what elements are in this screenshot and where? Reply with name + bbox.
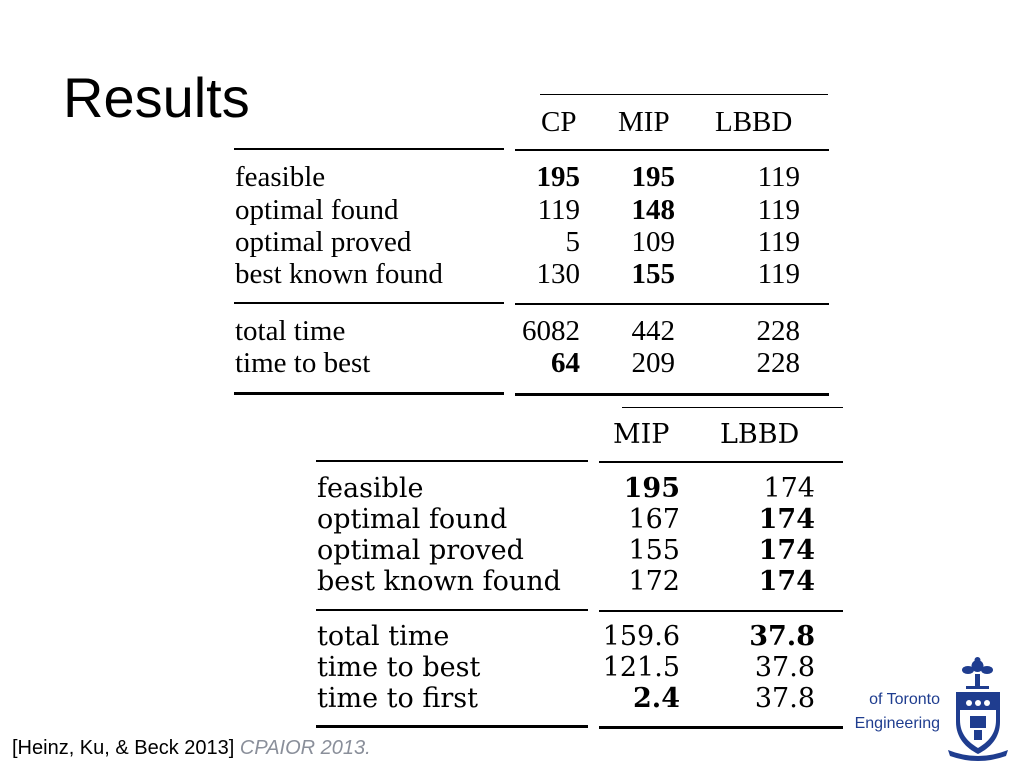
row-label: feasible — [317, 473, 424, 504]
cell-lbbd: 174 — [758, 566, 815, 597]
row-label: best known found — [235, 258, 443, 290]
cell-lbbd: 119 — [757, 194, 800, 226]
column-header-lbbd: LBBD — [720, 419, 800, 450]
column-header-mip: MIP — [613, 419, 670, 450]
cell-mip: 172 — [628, 566, 680, 597]
header-rule-left — [234, 148, 504, 150]
cell-lbbd: 37.8 — [754, 683, 815, 714]
row-label: optimal found — [317, 504, 508, 535]
cell-mip: 148 — [631, 194, 675, 226]
column-header-cp: CP — [541, 106, 577, 138]
section-rule-left — [316, 609, 588, 611]
cell-lbbd: 119 — [757, 161, 800, 193]
slide-title: Results — [63, 66, 250, 129]
column-header-lbbd: LBBD — [715, 106, 793, 138]
row-label: optimal proved — [235, 226, 412, 258]
footer-institution-line1: of Toronto — [869, 691, 940, 708]
cell-lbbd: 37.8 — [749, 621, 815, 652]
cell-lbbd: 228 — [756, 347, 800, 379]
cell-lbbd: 119 — [757, 258, 800, 290]
row-label: best known found — [317, 566, 561, 597]
row-label: optimal found — [235, 194, 399, 226]
cell-lbbd: 119 — [757, 226, 800, 258]
citation — [12, 735, 371, 761]
row-label: total time — [235, 315, 346, 347]
section-rule-left — [234, 302, 504, 304]
row-label: time to best — [317, 652, 481, 683]
table-top-rule — [540, 94, 828, 95]
cell-mip: 195 — [631, 161, 675, 193]
cell-mip: 121.5 — [602, 652, 680, 683]
cell-cp: 5 — [565, 226, 580, 258]
section-rule-right — [599, 610, 843, 612]
cell-mip: 109 — [631, 226, 675, 258]
cell-mip: 209 — [631, 347, 675, 379]
table-top-rule — [622, 407, 843, 408]
row-label: time to best — [235, 347, 371, 379]
section-rule-right — [515, 303, 829, 305]
bottom-rule-right — [599, 726, 843, 729]
cell-mip: 442 — [631, 315, 675, 347]
row-label: optimal proved — [317, 535, 524, 566]
cell-lbbd: 174 — [763, 473, 815, 504]
bottom-rule-left — [234, 392, 504, 395]
university-crest-icon — [946, 656, 1010, 762]
bottom-rule-right — [515, 393, 829, 396]
row-label: time to first — [317, 683, 478, 714]
header-rule-right — [599, 461, 843, 463]
cell-mip: 155 — [631, 258, 675, 290]
cell-lbbd: 37.8 — [754, 652, 815, 683]
header-rule-left — [316, 460, 588, 462]
cell-mip: 2.4 — [633, 683, 680, 714]
cell-cp: 119 — [537, 194, 580, 226]
footer-institution-line2: Engineering — [854, 715, 940, 732]
column-header-mip: MIP — [618, 106, 670, 138]
cell-mip: 167 — [628, 504, 680, 535]
cell-lbbd: 174 — [758, 504, 815, 535]
cell-cp: 195 — [536, 161, 580, 193]
cell-cp: 64 — [551, 347, 580, 379]
citation-venue: CPAIOR 2013. — [239, 737, 371, 759]
cell-cp: 6082 — [522, 315, 580, 347]
cell-mip: 159.6 — [602, 621, 680, 652]
bottom-rule-left — [316, 725, 588, 728]
cell-mip: 195 — [623, 473, 680, 504]
row-label: feasible — [235, 161, 326, 193]
cell-mip: 155 — [628, 535, 680, 566]
cell-lbbd: 228 — [756, 315, 800, 347]
cell-cp: 130 — [536, 258, 580, 290]
citation-text: [Heinz, Ku, & Beck 2013] — [12, 737, 235, 759]
row-label: total time — [317, 621, 450, 652]
header-rule-right — [515, 149, 829, 151]
cell-lbbd: 174 — [758, 535, 815, 566]
